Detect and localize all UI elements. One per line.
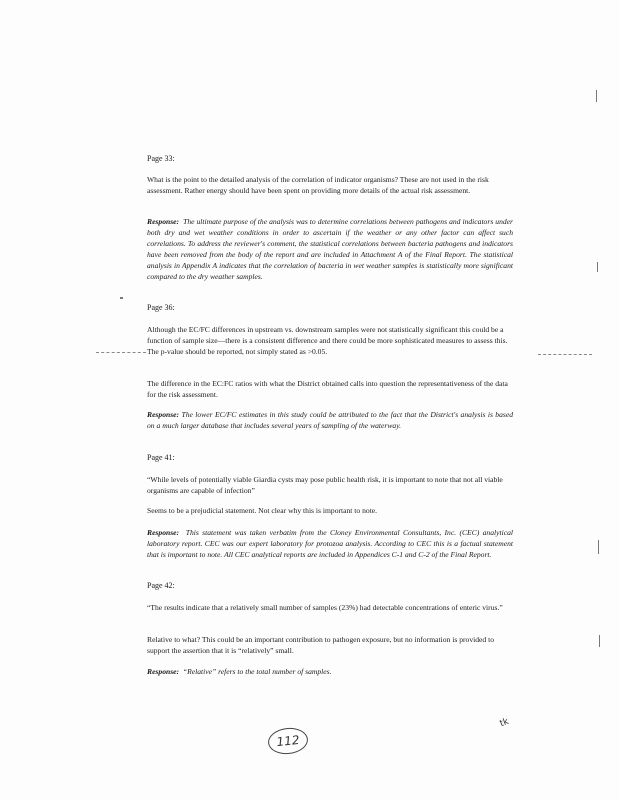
- response-text: The lower EC/FC estimates in this study could be attributed to the fact that the District's analysis is based on a much larger database that includes several years of sampling of the waterway.: [147, 410, 514, 430]
- response-text: This statement was taken verbatim from the Cloney Environmental Consultants, Inc. (CEC) analytical laboratory report. CEC was our expert laboratory for protozoa analysis. According to CEC this is a factual statement that is important to note. All CEC analytical reports are included in Appendices C-1 and C-2 of the Final Report.: [147, 528, 513, 559]
- reviewer-comment: Although the EC/FC differences in upstream vs. downstream samples were not statistically significant this could be a function of sample size—there is a consistent difference and there could be more sophisticated measures to assess this. The p-value should be reported, not simply stated as >0.05.: [147, 325, 508, 356]
- response-label: Response:: [147, 667, 180, 676]
- response-label: Response:: [147, 528, 180, 537]
- reviewer-comment: Seems to be a prejudicial statement. Not clear why this is important to note.: [147, 506, 378, 515]
- quoted-text: “While levels of potentially viable Giardia cysts may pose public health risk, it is important to note that not all viable organisms are capable of infection”: [147, 475, 503, 495]
- handwritten-initials: tk: [498, 716, 511, 730]
- scan-edge-mark: [597, 262, 598, 272]
- reviewer-comment: Relative to what? This could be an important contribution to pathogen exposure, but no information is provided to support the assertion that it is “relatively” small.: [147, 635, 494, 655]
- quoted-text: “The results indicate that a relatively small number of samples (23%) had detectable concentrations of enteric virus.”: [147, 603, 503, 612]
- page-heading: Page 33:: [147, 154, 175, 163]
- page-heading: Page 36:: [147, 303, 175, 312]
- scan-edge-mark: [598, 540, 599, 554]
- scan-speck: [120, 297, 123, 299]
- scan-edge-mark: [599, 635, 600, 647]
- response-paragraph: [147, 216, 513, 282]
- handwritten-page-number: 112: [267, 726, 309, 756]
- response-text: “Relative” refers to the total number of samples.: [182, 667, 332, 676]
- page-heading: Page 42:: [147, 581, 175, 590]
- scan-edge-mark: [596, 90, 597, 102]
- response-text: The ultimate purpose of the analysis was to determine correlations between pathogens and indicators under both dry and wet weather conditions in order to ascertain if the weather or any other factor can affect such correlations. To address the reviewer's comment, the statistical correlations between bacteria pathogens and indicators have been removed from the body of the report and are included in Attachment A of the Final Report. The statistical analysis in Appendix A indicates that the correlation of bacteria in wet weather samples is statistically more significant compared to the dry weather samples.: [147, 217, 513, 281]
- scan-dash-right: [538, 354, 592, 355]
- response-label: Response:: [147, 410, 180, 419]
- reviewer-comment: What is the point to the detailed analysis of the correlation of indicator organisms? These are not used in the risk assessment. Rather energy should have been spent on providing more details of the actual risk assessment.: [147, 175, 489, 195]
- response-label: Response:: [147, 217, 180, 226]
- scan-dash-left: [96, 352, 146, 353]
- response-paragraph: [147, 666, 513, 677]
- response-paragraph: [147, 409, 513, 431]
- reviewer-comment: The difference in the EC:FC ratios with what the District obtained calls into question the representativeness of the data for the risk assessment.: [147, 379, 508, 399]
- page-heading: Page 41:: [147, 453, 175, 462]
- response-paragraph: [147, 527, 513, 560]
